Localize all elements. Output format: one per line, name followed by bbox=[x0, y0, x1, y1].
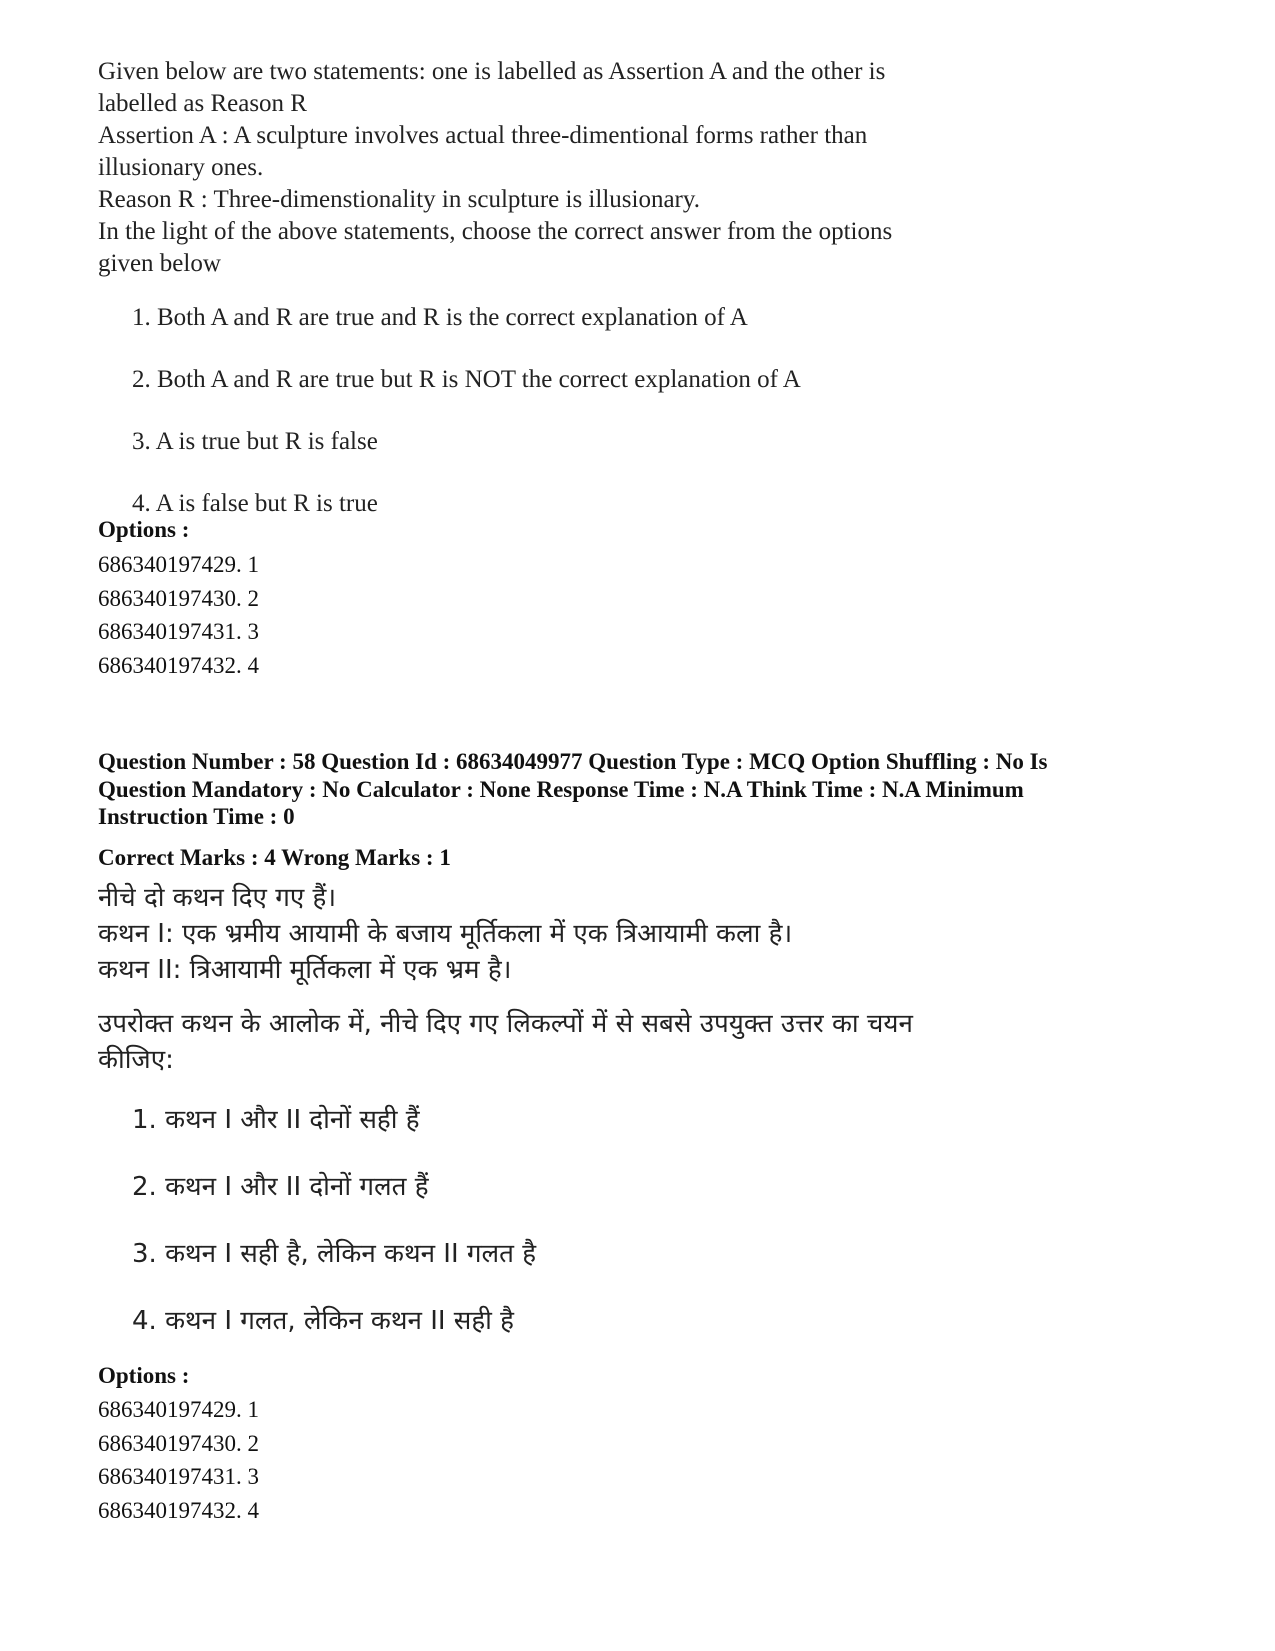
option-id: 686340197430. 2 bbox=[98, 585, 259, 611]
options-heading: Options : bbox=[98, 1363, 190, 1388]
question-meta-line: Question Mandatory : No Calculator : None Response Time : N.A Think Time : N.A Minimum bbox=[98, 776, 1024, 802]
answer-choice: 2. Both A and R are true but R is NOT the correct explanation of A bbox=[132, 366, 801, 393]
option-id: 686340197429. 1 bbox=[98, 1397, 259, 1422]
question-meta-line: Instruction Time : 0 bbox=[98, 804, 295, 829]
answer-choice: 3. कथन I सही है, लेकिन कथन II गलत है bbox=[132, 1239, 537, 1269]
answer-choice: 4. कथन I गलत, लेकिन कथन II सही है bbox=[132, 1306, 514, 1336]
option-id: 686340197430. 2 bbox=[98, 1430, 259, 1456]
question-58-meta bbox=[98, 748, 1198, 831]
option-id: 686340197431. 3 bbox=[98, 1464, 259, 1490]
answer-choice: 1. Both A and R are true and R is the correct explanation of A bbox=[132, 304, 748, 331]
answer-choice: 3. A is true but R is false bbox=[132, 428, 378, 455]
instruction-line: कीजिए: bbox=[98, 1045, 174, 1075]
assertion-line: Assertion A : A sculpture involves actual three-dimentional forms rather than bbox=[98, 122, 868, 149]
question-stem-line: Given below are two statements: one is labelled as Assertion A and the other is bbox=[98, 58, 886, 85]
question-57-block bbox=[98, 56, 998, 520]
reason-line: Reason R : Three-dimenstionality in sculpture is illusionary. bbox=[98, 186, 700, 213]
option-id: 686340197432. 4 bbox=[98, 653, 259, 679]
instruction-line: उपरोक्त कथन के आलोक में, नीचे दिए गए लिकल्पों में से सबसे उपयुक्त उत्तर का चयन bbox=[98, 1009, 913, 1039]
options-list bbox=[98, 1393, 259, 1528]
answer-choices-list bbox=[132, 1102, 1098, 1339]
question-stem-line: labelled as Reason R bbox=[98, 90, 307, 117]
options-list bbox=[98, 548, 259, 683]
option-id: 686340197432. 4 bbox=[98, 1498, 259, 1524]
question-58-block bbox=[98, 880, 1098, 1339]
answer-choice: 1. कथन I और II दोनों सही हैं bbox=[132, 1105, 420, 1135]
instruction-line: In the light of the above statements, choose the correct answer from the options bbox=[98, 218, 893, 245]
answer-choices-list bbox=[132, 302, 998, 520]
option-id: 686340197429. 1 bbox=[98, 552, 259, 577]
question-meta-line: Question Number : 58 Question Id : 68634049977 Question Type : MCQ Option Shuffling : No Is bbox=[98, 749, 1048, 774]
options-heading: Options : bbox=[98, 517, 190, 542]
answer-choice: 2. कथन I और II दोनों गलत हैं bbox=[132, 1172, 429, 1202]
marks-info: Correct Marks : 4 Wrong Marks : 1 bbox=[98, 845, 451, 870]
instruction-line: given below bbox=[98, 250, 221, 277]
option-id: 686340197431. 3 bbox=[98, 619, 259, 645]
answer-choice: 4. A is false but R is true bbox=[132, 490, 378, 517]
question-stem-line: नीचे दो कथन दिए गए हैं। bbox=[98, 883, 337, 913]
statement-line: कथन I: एक भ्रमीय आयामी के बजाय मूर्तिकला में एक त्रिआयामी कला है। bbox=[98, 919, 793, 949]
assertion-line: illusionary ones. bbox=[98, 154, 264, 181]
statement-line: कथन II: त्रिआयामी मूर्तिकला में एक भ्रम है। bbox=[98, 955, 512, 985]
